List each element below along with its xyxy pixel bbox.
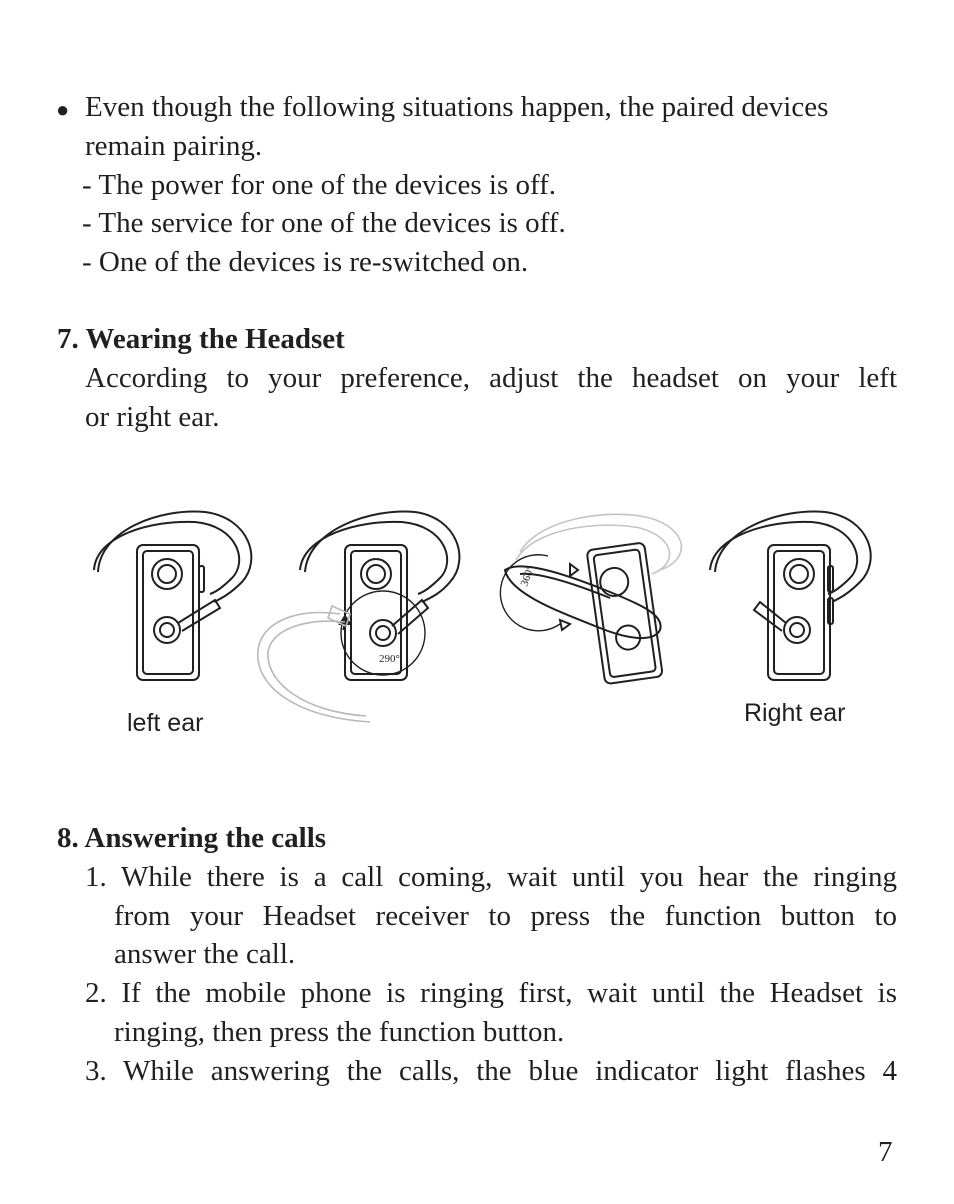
angle-290-label: 290°: [379, 653, 400, 665]
wearing-line-1: According to your preference, adjust the headset on your left: [85, 362, 897, 394]
bullet-dot: ●: [56, 97, 70, 122]
rotated-earhook-outline: [258, 606, 370, 722]
answering-step-2-line-2: ringing, then press the function button.: [114, 1016, 565, 1048]
right-ear-caption: Right ear: [744, 699, 846, 727]
answering-step-1-line-3: answer the call.: [114, 938, 296, 970]
section-heading-answering: 8. Answering the calls: [57, 822, 327, 854]
pairing-line-1: Even though the following situations happen, the paired devices: [85, 91, 829, 123]
pairing-item-2: - The service for one of the devices is off.: [82, 207, 566, 239]
answering-step-1-line-1: 1. While there is a call coming, wait until you hear the ringing: [85, 861, 897, 893]
pairing-line-2: remain pairing.: [85, 130, 263, 162]
left-ear-caption: left ear: [127, 709, 204, 737]
answering-step-1-line-2: from your Headset receiver to press the function button to: [114, 900, 897, 932]
headset-right-ear-illustration: [710, 512, 871, 680]
page-number: 7: [878, 1136, 893, 1168]
answering-step-2-line-1: 2. If the mobile phone is ringing first, wait until the Headset is: [85, 977, 897, 1009]
wearing-line-2: or right ear.: [85, 401, 220, 433]
pairing-item-3: - One of the devices is re-switched on.: [82, 246, 529, 278]
headset-left-ear-illustration: [94, 512, 251, 680]
headset-rotate-360-illustration: [500, 514, 681, 684]
angle-360-label: 360°: [518, 564, 537, 589]
pairing-item-1: - The power for one of the devices is off.: [82, 169, 557, 201]
section-heading-wearing: 7. Wearing the Headset: [57, 323, 345, 355]
answering-step-3-line-1: 3. While answering the calls, the blue indicator light flashes 4: [85, 1055, 897, 1087]
